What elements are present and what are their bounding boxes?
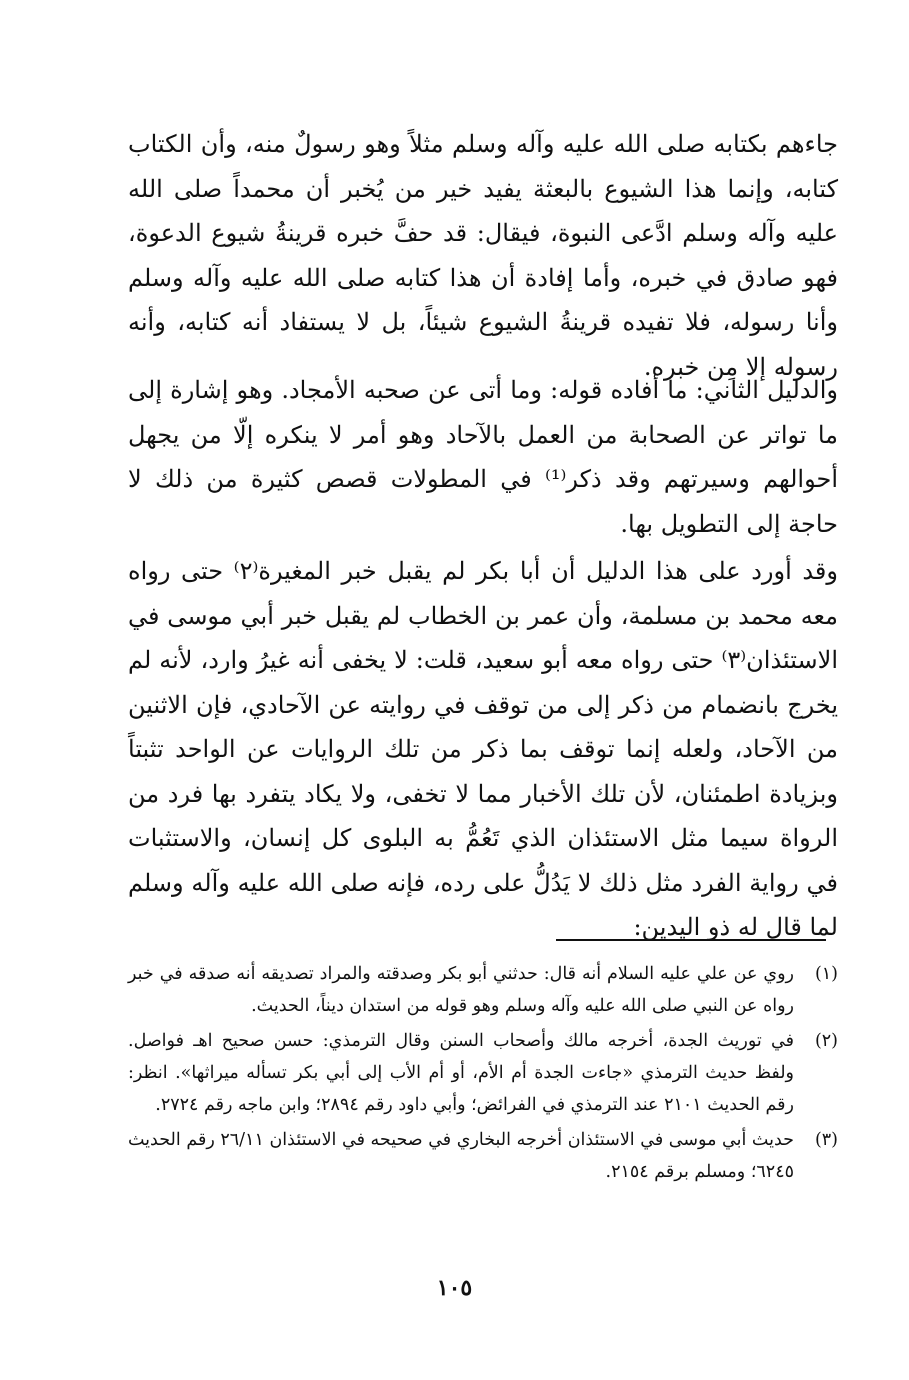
footnote-1 <box>128 958 838 1022</box>
footnote-number: (١) <box>814 964 838 984</box>
footnote-number: (٣) <box>814 1130 838 1150</box>
footnote-2 <box>128 1025 838 1121</box>
body-text-block <box>128 122 838 389</box>
footnote-text: روي عن علي عليه السلام أنه قال: حدثني أبو بكر وصدقته والمراد تصديقه أنه صدقه في خبر رواه عن النبي صلى الله عليه وآله وسلم وهو قوله من استدان ديناً، الحديث. <box>128 964 794 1016</box>
footnote-separator <box>556 939 826 941</box>
footnote-number: (٢) <box>814 1031 838 1051</box>
paragraph-1: جاءهم بكتابه صلى الله عليه وآله وسلم مثلاً وهو رسولٌ منه، وأن الكتاب كتابه، وإنما هذا الشيوع بالبعثة يفيد خير من يُخبر أن محمداً صلى الله عليه وآله وسلم ادَّعى النبوة، فيقال: قد حفَّ خبره قرينةُ شيوع الدعوة، فهو صادق في خبره، وأما إفادة أن هذا كتابه صلى الله عليه وآله وسلم وأنا رسوله، فلا تفيده قرينةُ الشيوع شيئاً، بل لا يستفاد أنه كتابه، وأنه رسوله إلا مِن خبره. <box>128 130 838 381</box>
body-text-block <box>128 549 838 950</box>
footnotes-section <box>128 958 838 1191</box>
paragraph-2: والدليل الثاني: ما أفاده قوله: وما أتى عن صحبه الأمجاد. وهو إشارة إلى ما تواتر عن الصحابة من العمل بالآحاد وهو أمر لا ينكره إلّا من يجهل أحوالهم وسيرتهم وقد ذكر⁽¹⁾ في المطولات قصص كثيرة من ذلك لا حاجة إلى التطويل بها. <box>128 376 838 538</box>
footnote-text: في توريث الجدة، أخرجه مالك وأصحاب السنن وقال الترمذي: حسن صحيح اهـ فواصل. ولفظ حديث الترمذي «جاءت الجدة أم الأم، أو أم الأب إلى أبي بكر تسأله ميراثها». انظر: رقم الحديث ٢١٠١ عند الترمذي في الفرائض؛ وأبي داود رقم ٢٨٩٤؛ وابن ماجه رقم ٢٧٢٤. <box>128 1031 794 1115</box>
body-text-block <box>128 368 838 546</box>
footnote-3 <box>128 1124 838 1188</box>
footnote-text: حديث أبي موسى في الاستئذان أخرجه البخاري في صحيحه في الاستئذان ٢٦/١١ رقم الحديث ٦٢٤٥؛ ومسلم برقم ٢١٥٤. <box>128 1130 794 1182</box>
page-number: ١٠٥ <box>436 1275 473 1301</box>
paragraph-3: وقد أورد على هذا الدليل أن أبا بكر لم يقبل خبر المغيرة⁽٢⁾ حتى رواه معه محمد بن مسلمة، وأن عمر بن الخطاب لم يقبل خبر أبي موسى في الاستئذان⁽٣⁾ حتى رواه معه أبو سعيد، قلت: لا يخفى أنه غيرُ وارد، لأنه لم يخرج بانضمام من ذكر إلى من توقف في روايته عن الآحادي، فإن الاثنين من الآحاد، ولعله إنما توقف بما ذكر من تلك الروايات عن الواحد تثبتاً وبزيادة اطمئنان، لأن تلك الأخبار مما لا تخفى، ولا يكاد يتفرد بها فرد من الرواة سيما مثل الاستئذان الذي تَعُمُّ به البلوى كل إنسان، والاستثبات في رواية الفرد مثل ذلك لا يَدُلُّ على رده، فإنه صلى الله عليه وآله وسلم لما قال له ذو اليدين: <box>128 557 838 941</box>
